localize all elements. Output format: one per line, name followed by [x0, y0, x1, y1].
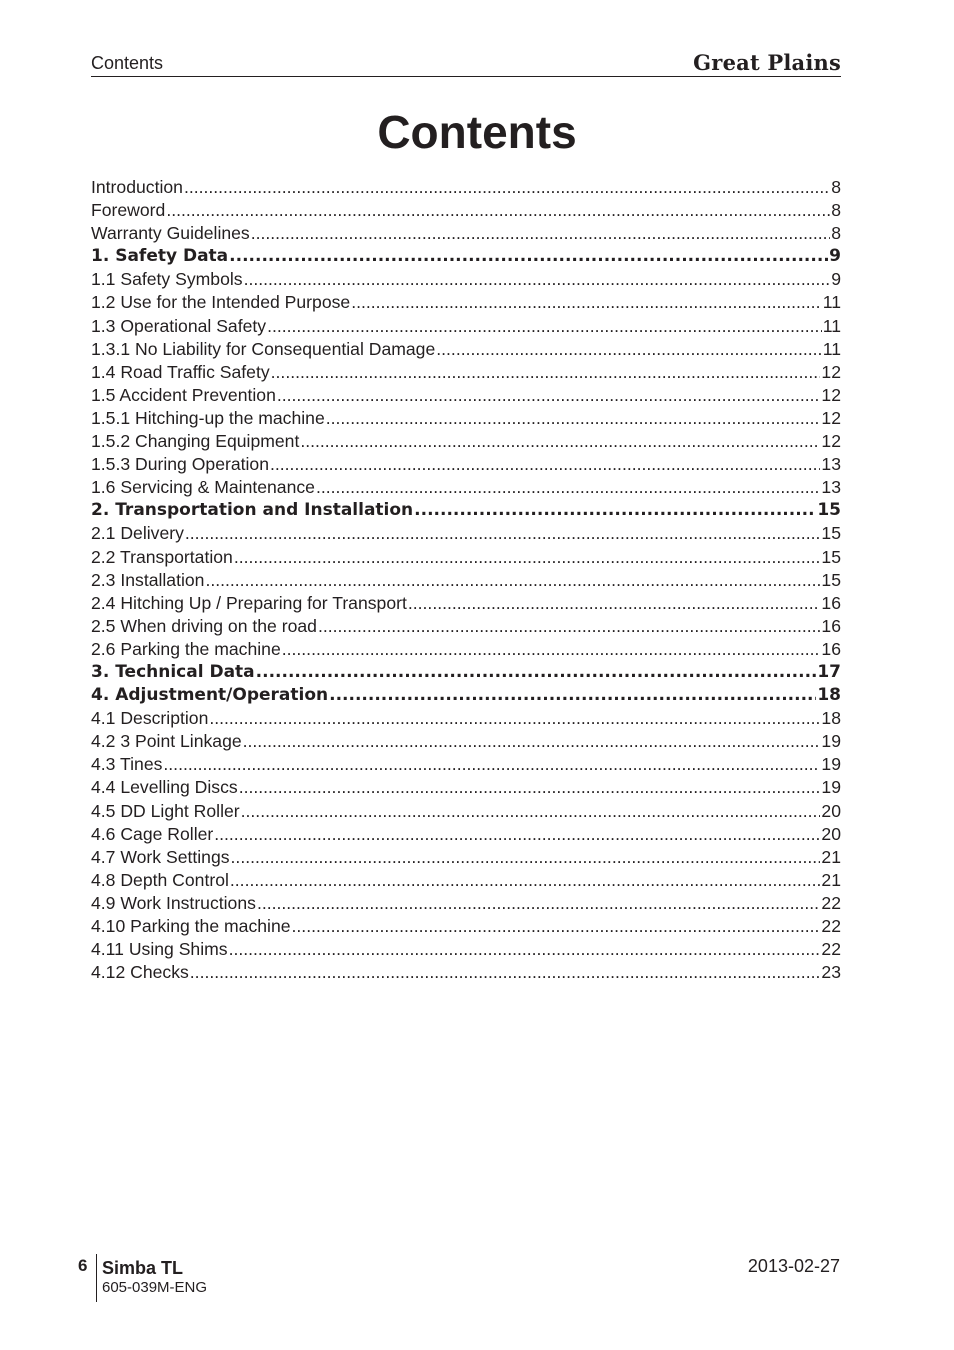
toc-leader-dots: [239, 776, 821, 799]
toc-entry[interactable]: [91, 800, 841, 823]
toc-leader-dots: [166, 199, 830, 222]
toc-entry-page: 19: [821, 754, 841, 775]
toc-entry[interactable]: [91, 869, 841, 892]
toc-entry-label: 2. Transportation and Installation: [91, 500, 414, 521]
toc-entry-page: 15: [821, 569, 841, 590]
toc-entry[interactable]: [91, 453, 841, 476]
toc-leader-dots: [163, 753, 820, 776]
toc-entry-label: 4.4 Levelling Discs: [91, 777, 238, 798]
toc-entry-page: 11: [822, 292, 841, 313]
toc-entry-page: 12: [821, 361, 841, 382]
toc-entry[interactable]: [91, 222, 841, 245]
toc-entry[interactable]: [91, 615, 841, 638]
toc-entry-page: 12: [821, 431, 841, 452]
toc-entry[interactable]: [91, 476, 841, 499]
toc-entry-page: 12: [821, 384, 841, 405]
product-name: Simba TL: [102, 1258, 184, 1278]
toc-leader-dots: [267, 315, 822, 338]
toc-entry-label: 4. Adjustment/Operation: [91, 685, 329, 706]
toc-entry-label: 2.6 Parking the machine: [91, 638, 281, 659]
toc-entry[interactable]: [91, 315, 841, 338]
toc-entry[interactable]: [91, 245, 841, 268]
toc-entry[interactable]: [91, 338, 841, 361]
toc-entry-page: 9: [831, 269, 841, 290]
toc-entry-page: 8: [831, 177, 841, 197]
toc-entry-page: 20: [821, 800, 841, 821]
toc-leader-dots: [244, 268, 831, 291]
toc-leader-dots: [414, 499, 816, 522]
toc-entry-label: 4.7 Work Settings: [91, 846, 230, 867]
toc-leader-dots: [209, 707, 820, 730]
toc-entry-page: 21: [821, 869, 841, 890]
toc-entry[interactable]: [91, 707, 841, 730]
toc-entry-label: 2.3 Installation: [91, 569, 205, 590]
toc-entry-page: 16: [821, 615, 841, 636]
toc-entry-page: 19: [821, 777, 841, 798]
toc-entry-label: 1.5.3 During Operation: [91, 454, 269, 475]
toc-entry-page: 12: [821, 407, 841, 428]
toc-leader-dots: [292, 915, 821, 938]
toc-leader-dots: [256, 661, 817, 684]
toc-entry-page: 22: [821, 892, 841, 913]
toc-entry[interactable]: [91, 730, 841, 753]
toc-leader-dots: [229, 938, 821, 961]
toc-leader-dots: [351, 291, 822, 314]
toc-entry-page: 18: [817, 685, 841, 706]
toc-leader-dots: [229, 245, 828, 268]
toc-entry-label: 4.1 Description: [91, 708, 209, 729]
toc-entry-label: 1.5.1 Hitching-up the machine: [91, 407, 325, 428]
toc-entry-page: 16: [821, 638, 841, 659]
header-section-title: Contents: [91, 53, 164, 73]
brand-logo: Great Plains: [693, 50, 841, 75]
toc-leader-dots: [318, 615, 820, 638]
toc-entry-label: 4.8 Depth Control: [91, 869, 229, 890]
toc-leader-dots: [234, 546, 821, 569]
toc-entry[interactable]: [91, 638, 841, 661]
toc-entry-label: 1. Safety Data: [91, 246, 229, 267]
toc-entry-page: 23: [821, 962, 841, 983]
toc-entry[interactable]: [91, 661, 841, 684]
page-number: 6: [78, 1256, 88, 1275]
toc-entry[interactable]: [91, 407, 841, 430]
toc-entry-page: 17: [817, 661, 841, 682]
toc-entry-page: 16: [821, 592, 841, 613]
toc-entry-label: 1.6 Servicing & Maintenance: [91, 477, 315, 498]
toc-entry-page: 19: [821, 731, 841, 752]
toc-leader-dots: [190, 961, 821, 984]
toc-entry-label: 2.4 Hitching Up / Preparing for Transport: [91, 592, 407, 613]
toc-entry-page: 9: [829, 246, 841, 267]
toc-entry-page: 15: [817, 500, 841, 521]
toc-entry-page: 15: [821, 546, 841, 567]
toc-entry-label: 4.2 3 Point Linkage: [91, 731, 242, 752]
page-header: [91, 50, 841, 77]
toc-leader-dots: [243, 730, 821, 753]
toc-entry[interactable]: [91, 361, 841, 384]
toc-entry-page: 13: [821, 454, 841, 475]
toc-entry[interactable]: [91, 823, 841, 846]
toc-entry-label: 1.3 Operational Safety: [91, 315, 267, 336]
toc-entry-page: 21: [821, 846, 841, 867]
toc-leader-dots: [270, 453, 820, 476]
toc-leader-dots: [329, 684, 816, 707]
toc-entry-label: 1.5.2 Changing Equipment: [91, 431, 300, 452]
toc-entry-page: 11: [822, 338, 841, 359]
toc-entry-page: 22: [821, 939, 841, 960]
toc-entry[interactable]: [91, 753, 841, 776]
toc-entry[interactable]: [91, 846, 841, 869]
toc-entry-label: 1.1 Safety Symbols: [91, 269, 243, 290]
toc-entry-label: 4.9 Work Instructions: [91, 892, 256, 913]
footer-divider: [96, 1254, 97, 1302]
table-of-contents: [91, 176, 841, 984]
toc-entry-page: 13: [821, 477, 841, 498]
toc-leader-dots: [251, 222, 830, 245]
page-title: Contents: [377, 106, 577, 158]
toc-entry-page: 22: [821, 916, 841, 936]
toc-entry-label: 2.2 Transportation: [91, 546, 233, 567]
toc-leader-dots: [231, 846, 821, 869]
toc-leader-dots: [241, 800, 821, 823]
toc-leader-dots: [408, 592, 821, 615]
toc-entry-page: 18: [821, 708, 841, 729]
toc-entry-label: 4.12 Checks: [91, 962, 189, 983]
toc-entry-label: 2.1 Delivery: [91, 523, 184, 544]
toc-entry[interactable]: [91, 546, 841, 569]
toc-entry-label: 4.6 Cage Roller: [91, 823, 214, 844]
toc-leader-dots: [184, 176, 830, 199]
toc-entry-label: 2.5 When driving on the road: [91, 615, 317, 636]
toc-entry-label: 1.5 Accident Prevention: [91, 384, 276, 405]
toc-entry[interactable]: [91, 176, 841, 199]
toc-entry[interactable]: [91, 499, 841, 522]
toc-entry-label: 1.3.1 No Liability for Consequential Damage: [91, 338, 436, 359]
toc-entry-label: 4.5 DD Light Roller: [91, 800, 240, 821]
toc-leader-dots: [271, 361, 821, 384]
toc-leader-dots: [205, 569, 820, 592]
toc-leader-dots: [316, 476, 820, 499]
toc-entry[interactable]: [91, 522, 841, 545]
toc-entry-label: 1.2 Use for the Intended Purpose: [91, 292, 351, 313]
toc-entry-label: Warranty Guidelines: [91, 223, 250, 244]
toc-leader-dots: [257, 892, 820, 915]
toc-entry-label: 4.3 Tines: [91, 754, 163, 775]
toc-entry-label: 3. Technical Data: [91, 661, 255, 682]
toc-leader-dots: [326, 407, 821, 430]
toc-entry[interactable]: [91, 268, 841, 291]
toc-entry-page: 11: [822, 315, 841, 336]
toc-entry-label: Foreword: [91, 200, 166, 221]
toc-entry[interactable]: [91, 892, 841, 915]
toc-leader-dots: [277, 384, 821, 407]
toc-entry[interactable]: [91, 938, 841, 961]
document-number: 605-039M-ENG: [102, 1279, 208, 1296]
toc-entry[interactable]: [91, 592, 841, 615]
toc-leader-dots: [214, 823, 820, 846]
toc-entry[interactable]: [91, 684, 841, 707]
toc-leader-dots: [230, 869, 821, 892]
toc-entry[interactable]: [91, 961, 841, 984]
toc-entry-page: 8: [831, 200, 841, 221]
toc-entry-label: 4.10 Parking the machine: [91, 916, 291, 936]
toc-entry[interactable]: [91, 384, 841, 407]
toc-entry-page: 8: [831, 223, 841, 244]
toc-entry[interactable]: [91, 776, 841, 799]
toc-entry-label: 1.4 Road Traffic Safety: [91, 361, 270, 382]
toc-entry-label: 4.11 Using Shims: [91, 939, 228, 960]
toc-leader-dots: [436, 338, 821, 361]
toc-leader-dots: [185, 522, 821, 545]
publication-date: 2013-02-27: [747, 1256, 840, 1276]
toc-entry[interactable]: [91, 430, 841, 453]
toc-leader-dots: [282, 638, 821, 661]
toc-entry[interactable]: [91, 199, 841, 222]
toc-entry-label: Introduction: [91, 177, 183, 197]
toc-entry[interactable]: [91, 291, 841, 314]
toc-entry-page: 15: [821, 523, 841, 544]
toc-entry[interactable]: [91, 569, 841, 592]
toc-entry[interactable]: [91, 915, 841, 938]
toc-entry-page: 20: [821, 823, 841, 844]
toc-leader-dots: [300, 430, 820, 453]
